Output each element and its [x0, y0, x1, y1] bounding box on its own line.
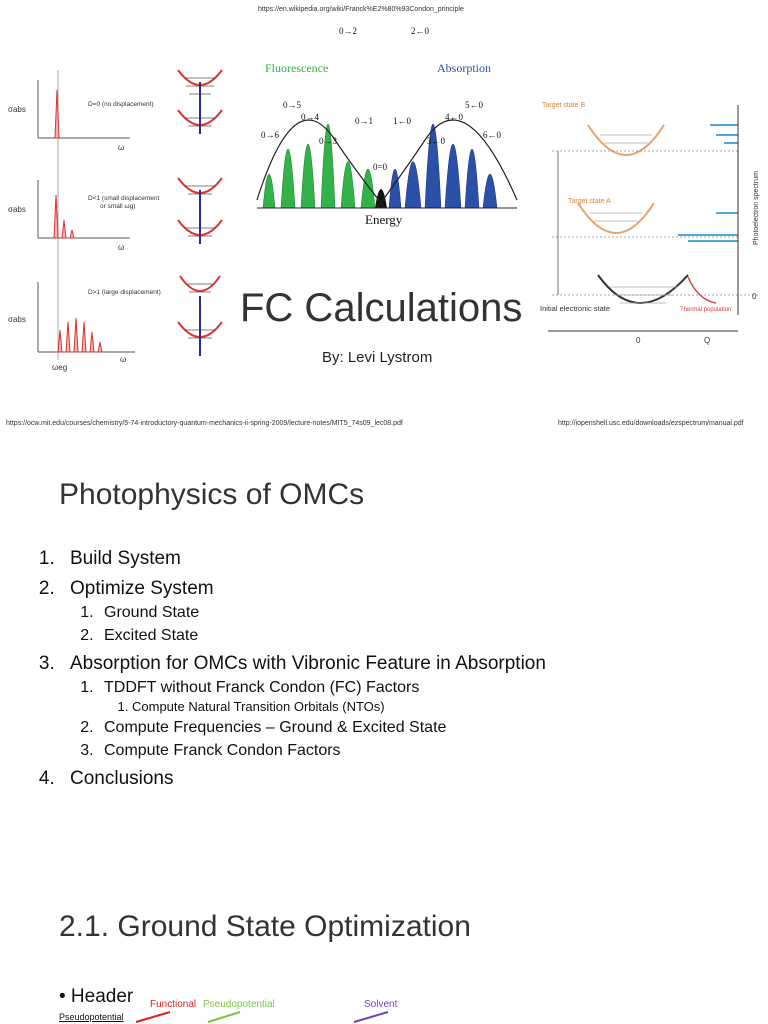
label-d1-line2: or small ωg)	[100, 203, 136, 210]
outline-item-1-0	[98, 604, 760, 622]
outline-sublist	[104, 699, 760, 714]
outline-item-3	[60, 768, 760, 790]
outline-item-0	[60, 548, 760, 570]
peak-label-4-0: 4←0	[445, 112, 463, 122]
outline-slide	[0, 432, 768, 864]
source-url-top[interactable]: https://en.wikipedia.org/wiki/Franck%E2%80%93Condon_principle	[258, 6, 464, 13]
header-bullet: • Header	[59, 986, 134, 1007]
axis-sigma-2: σabs	[8, 205, 26, 214]
peak-label-0-4: 0→4	[301, 112, 319, 122]
outline-item-label: Ground State	[104, 604, 200, 621]
mirror-spectrum-figure	[255, 20, 523, 230]
peak-label-0-0: 0=0	[373, 162, 388, 172]
peak-label-0-3: 0→3	[319, 136, 337, 146]
ground-state-title: 2.1. Ground State Optimization	[59, 910, 471, 943]
displacement-figure	[0, 60, 240, 380]
energy-label: Energy	[365, 212, 403, 227]
outline-item-label: Absorption for OMCs with Vibronic Feature in Absorption	[70, 653, 546, 674]
axis-sigma-1: σabs	[8, 105, 26, 114]
fluorescence-label: Fluorescence	[265, 61, 329, 75]
pseudopotential-arrow	[208, 1012, 240, 1022]
peak-label-1-0: 1←0	[393, 116, 411, 126]
outline-item-2-2	[98, 742, 760, 760]
outline-item-label: TDDFT without Franck Condon (FC) Factors	[104, 679, 420, 696]
outline-item-label: Conclusions	[70, 768, 174, 789]
peak-label-0-5: 0→5	[283, 100, 301, 110]
outline-item-label: Excited State	[104, 627, 199, 644]
outline-sublist	[70, 679, 760, 760]
axis-omega-1: ω	[118, 143, 125, 152]
target-b-label: Target state B	[542, 102, 586, 109]
thermal-population-label: Thermal population	[680, 307, 732, 313]
outline-item-label: Build System	[70, 548, 181, 569]
photoelectron-axis-label: Photoelectron spectrum	[753, 171, 760, 245]
outline-item-2-0	[98, 679, 760, 714]
peak-label-0-6: 0→6	[261, 130, 279, 140]
pseudopotential-annotation: Pseudopotential	[203, 999, 275, 1010]
outline-item-2-1	[98, 719, 760, 737]
outline-item-1	[60, 578, 760, 645]
functional-arrow	[136, 1012, 170, 1022]
axis-zero-x: 0	[636, 336, 641, 345]
peak-label-2-0: 2←0	[411, 26, 429, 36]
source-url-right[interactable]: http://iopenshell.usc.edu/downloads/ezspectrum/manual.pdf	[558, 420, 744, 427]
outline-item-1-1	[98, 627, 760, 645]
solvent-annotation: Solvent	[364, 999, 398, 1010]
source-url-left[interactable]: https://ocw.mit.edu/courses/chemistry/5-74-introductory-quantum-mechanics-ii-spring-2009/lecture-notes/MIT5_74s09_lec08.pdf	[6, 420, 403, 427]
title-slide	[0, 0, 768, 432]
axis-zero-y: 0	[752, 292, 757, 301]
absorption-label: Absorption	[437, 61, 491, 75]
outline-title: Photophysics of OMCs	[59, 478, 365, 511]
solvent-arrow	[354, 1012, 388, 1022]
outline-item-label: Compute Frequencies – Ground & Excited State	[104, 719, 447, 736]
initial-state-label: Initial electronic state	[540, 304, 611, 313]
pseudopotential-underline-label: Pseudopotential	[59, 1012, 124, 1022]
outline-item-2	[60, 653, 760, 760]
outline-list	[20, 548, 760, 790]
axis-omega-3: ω	[120, 355, 127, 364]
label-d2: D>1 (large displacement)	[88, 289, 161, 296]
axis-sigma-3: σabs	[8, 315, 26, 324]
peak-label-6-0: 6←0	[483, 130, 501, 140]
outline-item-label: Compute Natural Transition Orbitals (NTOs)	[132, 699, 385, 714]
peak-label-3-0: 3←0	[427, 136, 445, 146]
outline-item-label: Optimize System	[70, 578, 214, 599]
target-a-label: Target state A	[568, 198, 611, 205]
peak-label-0-1: 0→1	[355, 116, 373, 126]
peak-label-0-2: 0→2	[339, 26, 357, 36]
outline-list-container	[20, 548, 760, 798]
functional-annotation: Functional	[150, 999, 197, 1010]
label-d0: D=0 (no displacement)	[88, 101, 154, 108]
axis-omega-2: ω	[118, 243, 125, 252]
outline-item-2-0-0	[132, 699, 760, 714]
ground-state-slide	[0, 864, 768, 1024]
slide-subtitle: By: Levi Lystrom	[322, 349, 433, 366]
annotation-arrows	[130, 1010, 410, 1024]
axis-omega-eg: ωeg	[52, 363, 68, 372]
photoelectron-figure	[538, 95, 768, 345]
label-d1-line1: D<1 (small displacement	[88, 195, 160, 202]
outline-item-label: Compute Franck Condon Factors	[104, 742, 341, 759]
outline-sublist	[70, 604, 760, 645]
slide-title: FC Calculations	[240, 286, 523, 330]
peak-label-5-0: 5←0	[465, 100, 483, 110]
axis-q: Q	[704, 336, 711, 345]
